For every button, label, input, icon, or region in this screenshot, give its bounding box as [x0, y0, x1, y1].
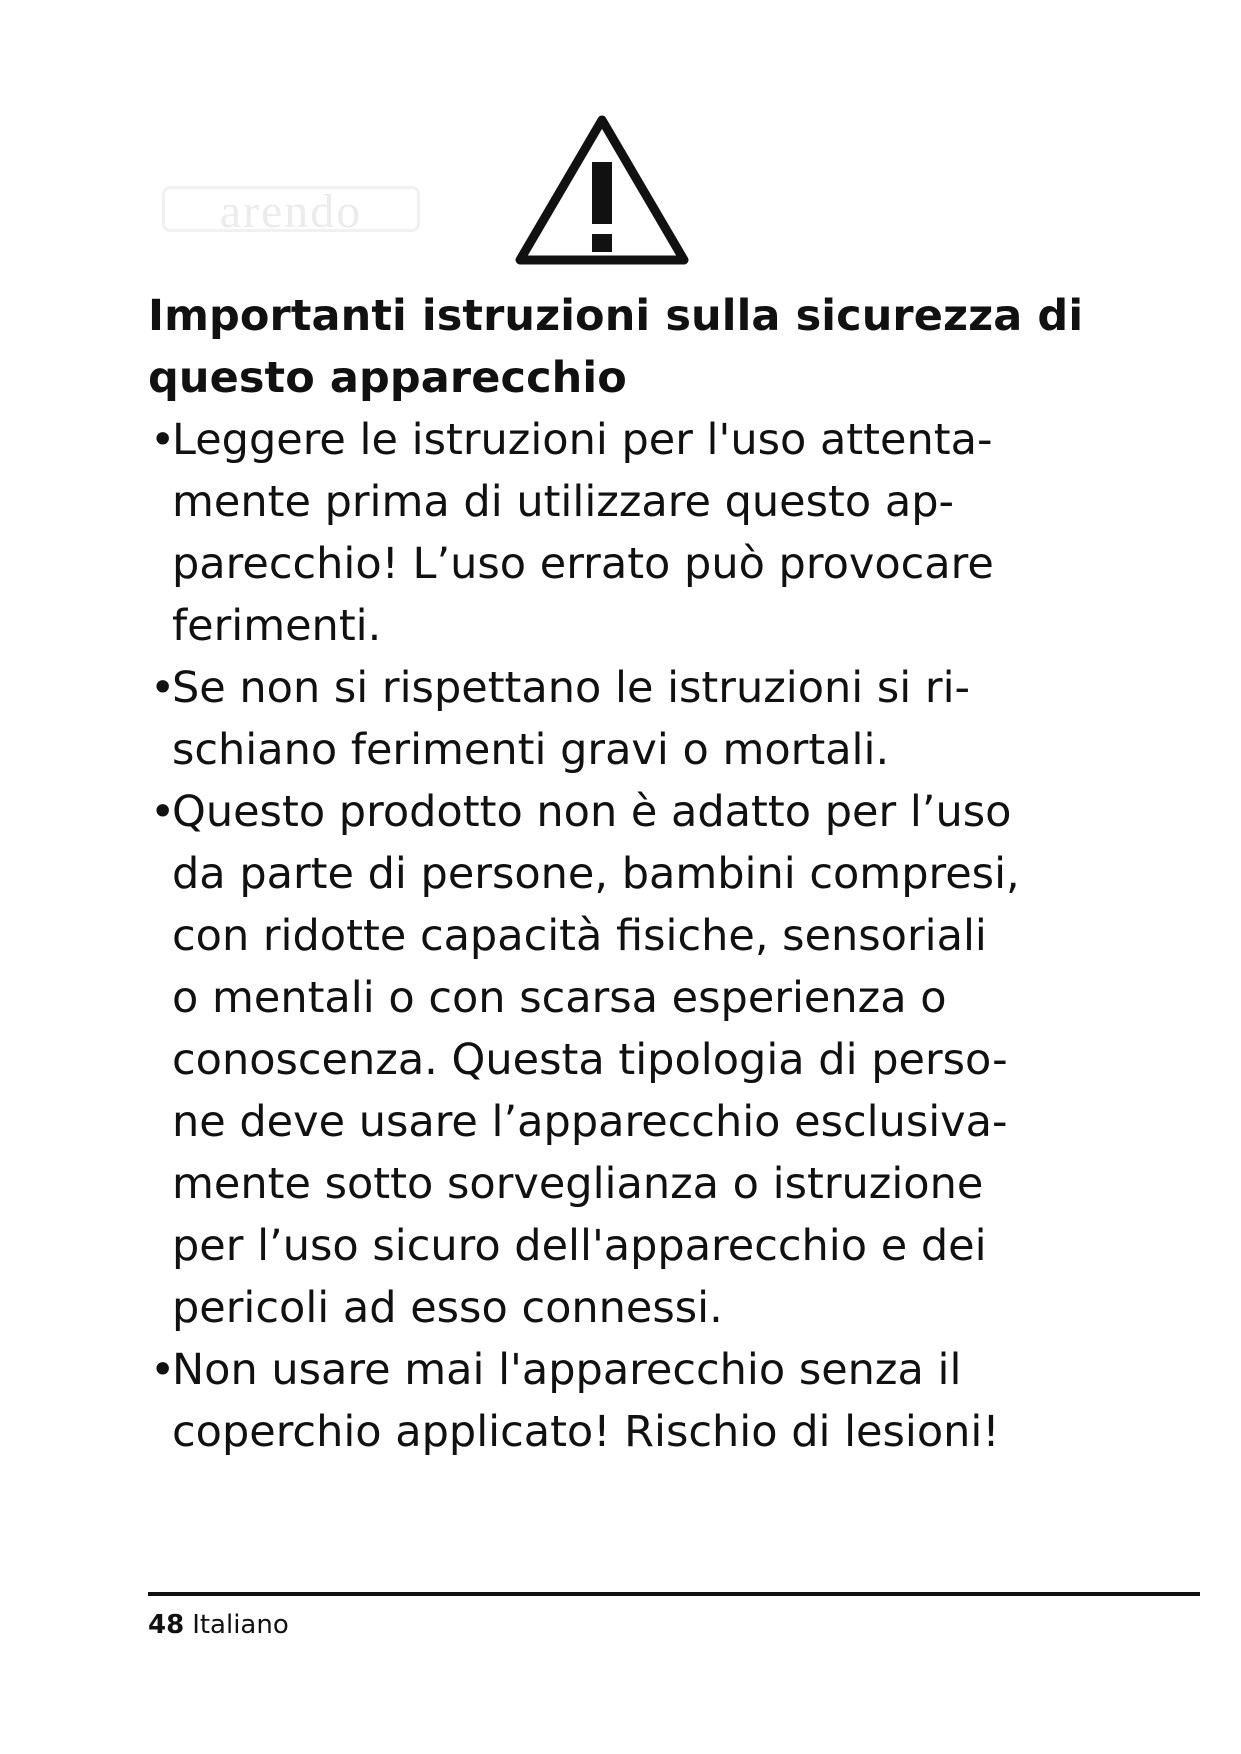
safety-instructions — [148, 285, 1088, 1463]
warning-triangle-icon — [512, 112, 692, 272]
bullet-line: Non usare mai l'apparecchio senza il — [172, 1345, 962, 1395]
bullet-line: parecchio! L’uso errato può provocare — [172, 539, 994, 589]
heading-line: Importanti istruzioni sulla sicurezza di — [148, 291, 1084, 341]
bullet-item-reduced-capacity — [148, 781, 1088, 1339]
bullet-line: da parte di persone, bambini compresi, — [172, 849, 1020, 899]
bullet-line: mente sotto sorveglianza o istruzione — [172, 1159, 984, 1209]
bullet-line: mente prima di utilizzare questo ap- — [172, 477, 955, 527]
bullet-line: coperchio applicato! Rischio di lesioni! — [172, 1407, 1000, 1457]
bullet-dot-icon: • — [150, 663, 176, 713]
brand-watermark-logo: arendo — [162, 186, 420, 232]
safety-bullet-list — [148, 409, 1088, 1463]
bullet-dot-icon: • — [150, 1345, 176, 1395]
bullet-line: con ridotte capacità fisiche, sensoriali — [172, 911, 987, 961]
section-heading — [148, 285, 1088, 409]
bullet-line: Se non si rispettano le istruzioni si ri- — [172, 663, 971, 713]
footer-divider — [148, 1592, 1200, 1596]
footer-language: Italiano — [192, 1610, 289, 1640]
bullet-line: Questo prodotto non è adatto per l’uso — [172, 787, 1012, 837]
bullet-line: conoscenza. Questa tipologia di perso- — [172, 1035, 1008, 1085]
bullet-item-lid-required — [148, 1339, 1088, 1463]
bullet-dot-icon: • — [150, 415, 176, 465]
bullet-dot-icon: • — [150, 787, 176, 837]
page-footer — [148, 1608, 289, 1642]
bullet-item-serious-injury — [148, 657, 1088, 781]
bullet-line: Leggere le istruzioni per l'uso attenta- — [172, 415, 993, 465]
bullet-line: o mentali o con scarsa esperienza o — [172, 973, 947, 1023]
bullet-line: pericoli ad esso connessi. — [172, 1283, 723, 1333]
bullet-item-read-instructions — [148, 409, 1088, 657]
bullet-line: ne deve usare l’apparecchio esclusiva- — [172, 1097, 1008, 1147]
page-number: 48 — [148, 1610, 185, 1640]
heading-line: questo apparecchio — [148, 353, 627, 403]
bullet-line: ferimenti. — [172, 601, 382, 651]
bullet-line: per l’uso sicuro dell'apparecchio e dei — [172, 1221, 987, 1271]
bullet-line: schiano ferimenti gravi o mortali. — [172, 725, 890, 775]
